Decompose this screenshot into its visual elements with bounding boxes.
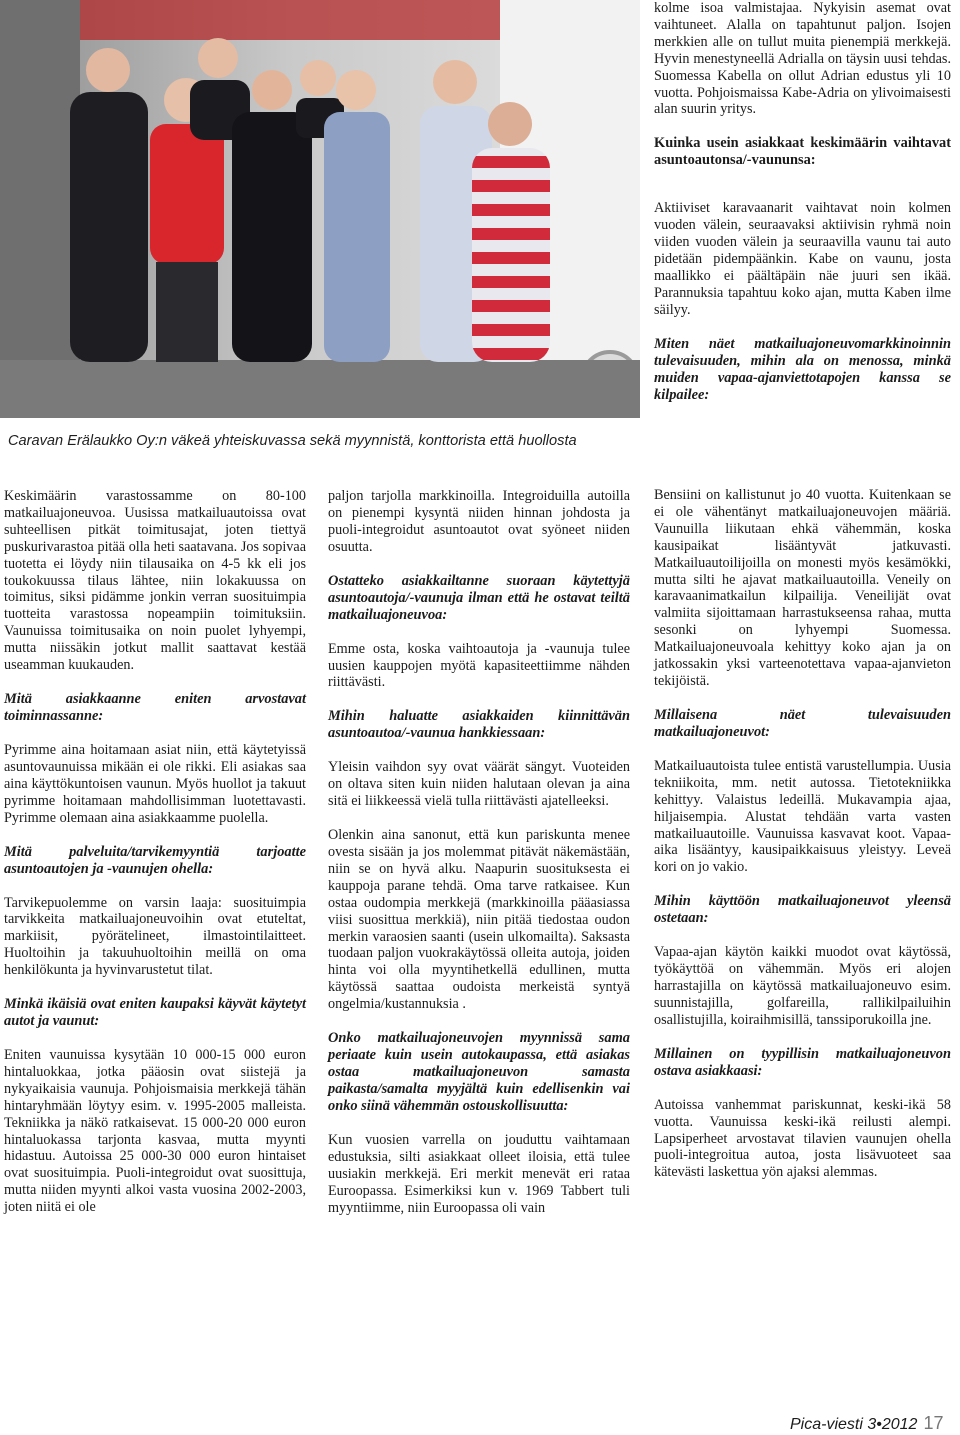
paragraph: Pyrimme aina hoitamaan asiat niin, että käytetyissä asuntovaunuissa mikään ei ole rikki. Eli asiakas saa aina käyttökuntoisen vaunun. Myös huollot ja takuut pyrimme hoitamaan mahdollisimman luotettavasti. Pyrimme olemaan aina asiakkaamme puolella. [4, 741, 306, 826]
paragraph: Vapaa-ajan käytön kaikki muodot ovat käytössä, työkäyttöä on vähemmän. Myös eri alojen harrastajilla on käytössä matkailuajoneuvo esim. suunnistajilla, golfareilla, rallikilpailuihin osallistujilla, koiraihmisillä, tanssiporukoilla jne. [654, 944, 951, 1028]
question-heading: Mihin käyttöön matkailuajoneuvot yleensä ostetaan: [654, 893, 951, 927]
paragraph: Keskimäärin varastossamme on 80-100 matkailuajoneuvoa. Uusissa matkailuautoissa ovat suhteellisen pitkät toimitusajat, joten tiettyä puskurivarastoa pitää olla heti saatavana. Jos sopivaa tuotetta ei löydy niin tilausaika on 4-5 kk eli jos toukokuussa tilaus lähtee, niin lokakuussa on toimitus, siksi pidämme jonkin verran suosituimpia tuotteita varastossa nopeampiin toimituksiin. Vaunuissa toimitusaika on noin puolet lyhyempi, mutta niissäkin jotkut mallit saattavat kestää useamman kuukauden. [4, 488, 306, 674]
group-photo-illustration [0, 0, 640, 418]
question-heading: Onko matkailuajoneuvojen myynnissä sama periaate kuin usein autokaupassa, että asiakas ostaa matkailuajoneuvon samasta paikasta/samalta myyjältä kuin edellisenkin vai onko siinä vähemmän ostouskollisuutta: [328, 1030, 630, 1115]
question-heading: Millainen on tyypillisin matkailuajoneuvon ostava asiakkaasi: [654, 1045, 951, 1079]
paragraph: Matkailuautoista tulee entistä varustellumpia. Uusia tekniikoita, mm. netit autossa. Tietotekniikka kehittyy. Valaistus ledeillä. Mukavampia ajaa, hiljaisempia. Alustat tehdään varta vasten matkailuautoille. Vaunuissa kasvavat koot. Vapaa-aika lisääntyy, kausipaikkaisuus yleistyy. Leveä kori on jo vakio. [654, 757, 951, 876]
question-heading: Mitä palveluita/tarvikemyyntiä tarjoatte asuntoautojen ja -vaunujen ohella: [4, 843, 306, 877]
question-heading: Minkä ikäisiä ovat eniten kaupaksi käyvät käytetyt autot ja vaunut: [4, 996, 306, 1030]
group-photo [0, 0, 640, 418]
paragraph: Tarvikepuolemme on varsin laaja: suosituimpia tarvikkeita matkailuajoneuvoihin ovat etuteltat, markiisit, pyörätelineet, ilmastointilaitteet. Huoltoihin ja takuuhuoltoihin meillä on oma henkilökunta ja hyvinvarustetut tilat. [4, 894, 306, 979]
photo-caption: Caravan Erälaukko Oy:n väkeä yhteiskuvassa sekä myynnistä, konttorista että huollosta [8, 433, 577, 449]
middle-column [328, 488, 630, 1217]
paragraph: Kun vuosien varrella on jouduttu vaihtamaan edustuksia, silti asiakkaat olleet iloisia, että tulee uusiakin merkkejä. Eri merkit menevät eri rataa Euroopassa. Esimerkiksi kun v. 1969 Tabbert tuli myyntiimme, niin Euroopassa oli vain [328, 1132, 630, 1216]
question-heading: Kuinka usein asiakkaat keskimäärin vaihtavat asuntoautonsa/-vaununsa: [654, 135, 951, 169]
question-heading: Millaisena näet tulevaisuuden matkailuajoneuvot: [654, 706, 951, 740]
paragraph: Emme osta, koska vaihtoautoja ja -vaunuja tulee uusien kauppojen myötä kapasiteettiimme nähden riittävästi. [328, 640, 630, 691]
magazine-name: Pica-viesti 3•2012 [790, 1416, 918, 1433]
paragraph: paljon tarjolla markkinoilla. Integroiduilla autoilla on pienempi kysyntä niiden hinnan johdosta ja puoli-integroidut asuntoautot ovat syöneet niiden osuutta. [328, 488, 630, 555]
left-column [4, 488, 306, 1216]
question-heading: Mihin haluatte asiakkaiden kiinnittävän asuntoautoa/-vaunua hankkiessaan: [328, 708, 630, 742]
paragraph: Aktiiviset karavaanarit vaihtavat noin kolmen vuoden välein, seuraavaksi aktiivisin ryhmä noin viiden vuoden välein ja seuraavilla vaunu tai auto pidetään pidempäänkin. Kabe on vaunu, josta maallikko ei päältäpäin näe juuri sen ikää. Parannuksia tapahtuu koko ajan, mutta Kaben ilme säilyy. [654, 200, 951, 318]
paragraph: Yleisin vaihdon syy ovat väärät sängyt. Vuoteiden on oltava siten kuin niiden halutaan olevan ja aina sitä ei liikkeessä vielä tulla riittävästi ajatelleeksi. [328, 759, 630, 810]
right-column [654, 487, 951, 1181]
paragraph: Olenkin aina sanonut, että kun pariskunta menee ovesta sisään ja jos molemmat pitävät näkemästään, niin se on hyvä alku. Naapurin suosituksesta ei kauppoja parane tehdä. Oma tarve ratkaisee. Kun ostaa oudompia merkkejä (markkinoilla pääasiassa viisi suosittua merkkiä), niin pitää tiedostaa oudon merkin varaosien saanti (usein ulkomailta). Saksasta tuodaan paljon vuokrakäytössä olleita autoja, joiden hinta voi olla myyntihetkellä edullinen, mutta käytössä saattaa oudoista merkeistä syntyä ongelmia/kustannuksia . [328, 827, 630, 1013]
question-heading: Mitä asiakkaanne eniten arvostavat toiminnassanne: [4, 690, 306, 724]
paragraph: Eniten vaunuissa kysytään 10 000-15 000 euron hintaluokkaa, jotka pääosin ovat siistejä ja nykyaikaisia vaunuja. Pohjoismaisia merkkejä tähän hintaryhmään löytyy esim. v. 1995-2005 malleista. Tekniikka ja näkö ratkaisevat. 15 000-20 000 euron hintaluokassa tarjonta kasvaa, mutta myynti hidastuu. Autoissa 25 000-30 000 euron hintaiset ovat suosituimpia. Puoli-integroidut ovat suosittuja, mutta niiden myynti alkoi vasta vuosina 2002-2003, joten niitä ei ole [4, 1047, 306, 1216]
page-footer [790, 1413, 943, 1434]
page-number: 17 [923, 1413, 944, 1433]
question-heading: Miten näet matkailuajoneuvomarkkinoinnin tulevaisuuden, mihin ala on menossa, minkä muiden vapaa-ajanviettotapojen kanssa se kilpailee: [654, 335, 951, 403]
paragraph: Bensiini on kallistunut jo 40 vuotta. Kuitenkaan se ei ole vähentänyt matkailuajoneuvojen määriä. Vaunuilla liikutaan ehkä vähemmän, koska kausipaikat lisääntyvät jatkuvasti. Matkailuautoilijoilla on monesti myös kesämökki, mutta silti he ajavat matkailuautoilla. Veneily on karavaanimatkailun kilpailija. Veneilijät ovat valmiita sijoittamaan harrastukseensa rahaa, mutta sesonki on lyhyempi Suomessa. Matkailuajoneuvoala kehittyy koko ajan ja on jatkossakin yksi varteenotettava vapaa-ajanvieton tekijöistä. [654, 487, 951, 689]
question-heading: Ostatteko asiakkailtanne suoraan käytettyjä asuntoautoja/-vaunuja ilman että he ostavat teiltä matkailuajoneuvoa: [328, 572, 630, 623]
paragraph: kolme isoa valmistajaa. Nykyisin asemat ovat vaihtuneet. Alalla on tapahtunut paljon. Isojen merkkien alle on tullut muita pienempiä merkkejä. Hyvin menestyneellä Adrialla on täysin uusi tehdas. Suomessa Kabella on ollut Adrian edustus yli 10 vuotta. Pohjoismaissa Kabe-Adria on ylivoimaisesti alan suurin yritys. [654, 0, 951, 118]
right-column-top [654, 0, 951, 404]
paragraph: Autoissa vanhemmat pariskunnat, keski-ikä 58 vuotta. Vaunuissa keski-ikä reilusti alempi. Lapsiperheet arvostavat tilavien vaunujen ohella puoli-integroitua autoa, josta lisävuoteet saa kätevästi laskettua yön ajaksi alemmas. [654, 1096, 951, 1181]
